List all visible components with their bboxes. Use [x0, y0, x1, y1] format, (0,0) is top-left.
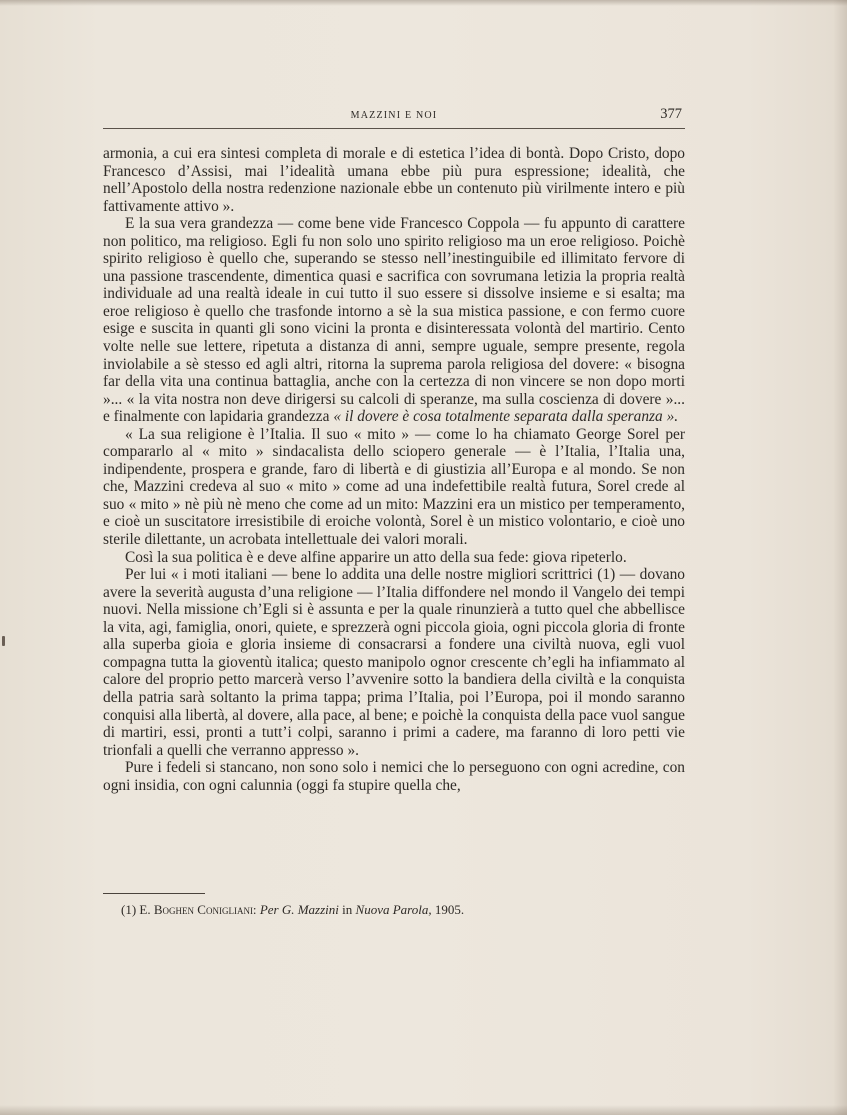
- header-rule: [103, 128, 685, 129]
- footnote-marker: (1): [121, 902, 137, 917]
- body-text: [103, 145, 685, 794]
- paragraph-1: armonia, a cui era sintesi completa di morale e di estetica l’idea di bontà. Dopo Cristo, dopo Francesco d’Assisi, mai l’idealità umana ebbe più pura espressione; idealità, che nell’Apostolo della nostra redenzione nazionale ebbe un contenuto più virilmente intero e più fattivamente attivo ».: [103, 145, 685, 215]
- margin-mark: [2, 636, 5, 646]
- footnote: [121, 902, 681, 918]
- page-header: [103, 108, 685, 128]
- paragraph-5-text-a: Per lui « i moti italiani — bene lo addita una delle nostre migliori scrittrici: [125, 566, 598, 584]
- paragraph-5: [103, 566, 685, 759]
- footnote-journal: Nuova Parola,: [355, 902, 432, 917]
- paragraph-6: Pure i fedeli si stancano, non sono solo i nemici che lo perseguono con ogni acredine, con ogni insidia, con ogni calunnia (oggi fa stupire quella che,: [103, 759, 685, 794]
- paragraph-2-text: E la sua vera grandezza — come bene vide Francesco Coppola — fu appunto di carattere non politico, ma religioso. Egli fu non solo uno spirito religioso ma un eroe religioso. Poichè spirito religioso è quello che, superando se stesso nell’inestinguibile ed illimitato fervore di una passione trascendente, dimentica quasi e sacrifica con sovrumana letizia la propria realtà individuale ad una realtà ideale in cui tutto il suo essere si dissolve insieme e si esalta; ma eroe religioso è quello che trasfonde intorno a sè la sua mistica passione, e con fermo cuore esige e suscita in quanti gli sono vicini la pronta e disinteressata volontà del martirio. Cento volte nelle sue lettere, ripetuta a distanza di anni, sempre uguale, sempre presente, regola inviolabile a sè stesso ed agli altri, ritorna la suprema parola religiosa del dovere: « bisogna far della vita una continua battaglia, anche con la certezza di non vincere se non dopo morti »... « la vita nostra non deve dirigersi su calcoli di speranze, ma sulla coscienza di dovere »... e finalmente con lapidaria grandezza: [103, 215, 685, 426]
- footnote-reference[interactable]: (1): [597, 566, 616, 584]
- page-number: 377: [660, 106, 682, 122]
- page-top-edge: [0, 0, 847, 6]
- footnote-year: 1905.: [434, 902, 465, 917]
- page-right-edge: [833, 0, 847, 1115]
- running-head: MAZZINI E NOI: [350, 110, 438, 121]
- paragraph-4: Così la sua politica è e deve alfine apparire un atto della sua fede: giova ripeterlo.: [125, 548, 627, 566]
- page-bottom-edge: [0, 1105, 847, 1115]
- footnote-title: Per G. Mazzini: [259, 902, 339, 917]
- footnote-rule: [103, 893, 205, 894]
- paragraph-2: [103, 215, 685, 426]
- footnote-author: E. Boghen Conigliani:: [139, 902, 257, 917]
- paragraph-3: « La sua religione è l’Italia. Il suo « mito » — come lo ha chiamato George Sorel per compararlo al « mito » sindacalista dello sciopero generale — è l’Italia, l’Italia una, indipendente, prospera e grande, faro di libertà e di giustizia all’Europa e al mondo. Se non che, Mazzini credeva al suo « mito » come ad una indefettibile realtà futura, Sorel crede al suo « mito » nè più nè meno che come ad un mito: Mazzini era un mistico per temperamento, e cioè un suscitatore irresistibile di eroiche volontà, Sorel è un mistico volontario, e cioè uno sterile dilettante, un acrobata intellettuale dei valori morali.: [103, 425, 685, 549]
- paragraph-2-italic-quote: « il dovere è cosa totalmente separata dalla speranza ».: [333, 408, 679, 426]
- paragraph-5-text-b: — dovano avere la severità augusta d’una religione — l’Italia diffondere nel mondo il Vangelo dei tempi nuovi. Nella missione ch’Egli si è assunta e per la quale rinunzierà a tutto quel che abbellisce la vita, agi, famiglia, onori, quiete, e sprezzerà ogni piccola gioia, ogni piccola gloria di fronte alla superba gioia e gloria insieme di consacrarsi a fondere una civiltà nuova, egli vuol compagna tutta la gioventù italica; questo manipolo ognor crescente ch’egli ha infiammato al calore del proprio petto marcerà verso l’avvenire sotto la bandiera della civiltà e la conquista della patria sarà soltanto la prima tappa; prima l’Italia, poi l’Europa, poi il mondo saranno conquisi alla libertà, al dovere, alla pace, al bene; e poichè la conquista della pace vuol sangue di martiri, essi, pronti a tutt’i colpi, saranno i primi a cadere, ma faranno di loro petti vie trionfali a quelli che verranno appresso ».: [103, 566, 685, 759]
- footnote-connector: in: [342, 902, 353, 917]
